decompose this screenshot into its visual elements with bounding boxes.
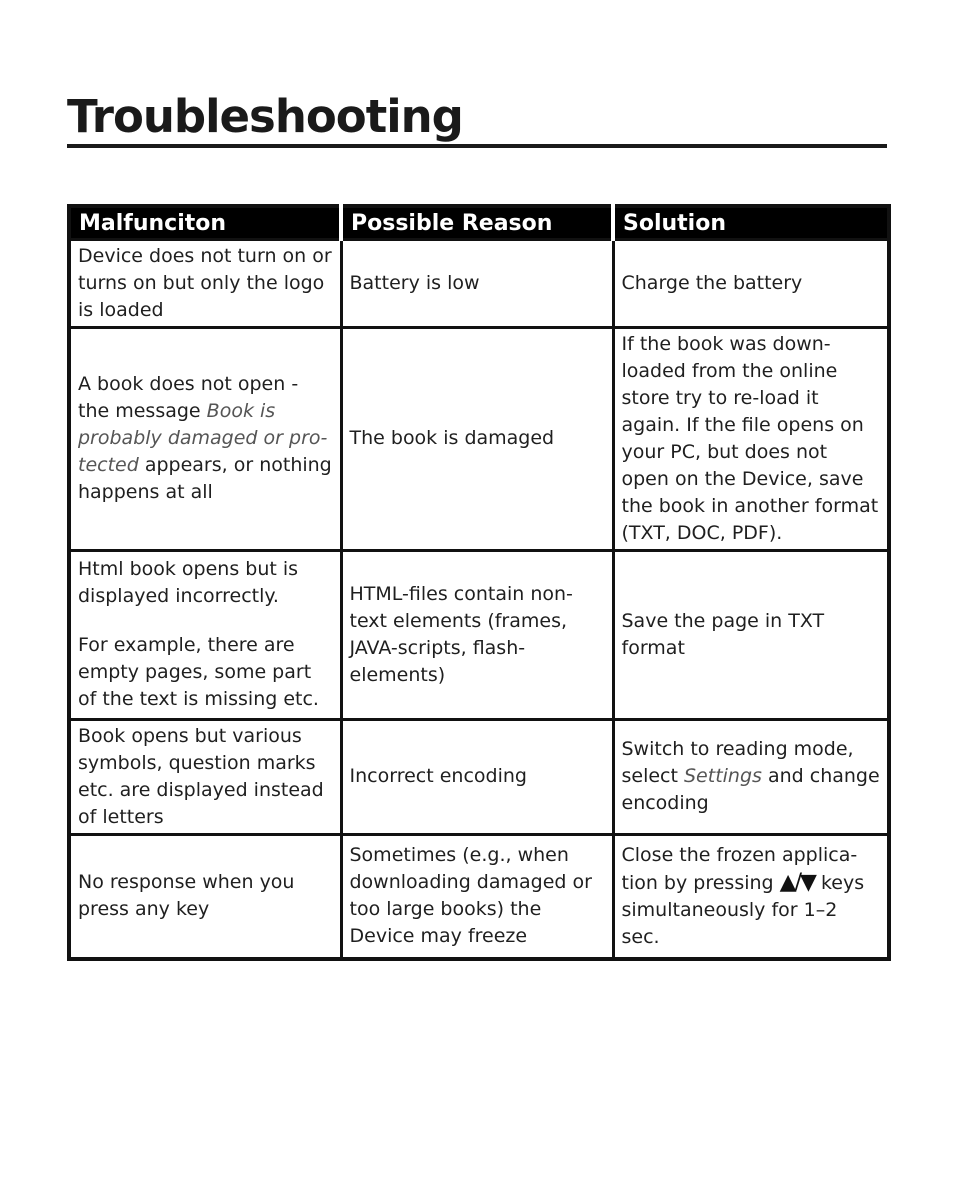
reason-cell: HTML-files contain non-text elements (frames, JAVA-scripts, flash-elements)	[341, 550, 613, 719]
table-row	[69, 239, 889, 327]
malfunction-cell: Device does not turn on or turns on but only the logo is loaded	[69, 239, 341, 327]
malfunction-example-text: For example, there are empty pages, some part of the text is missing etc.	[78, 634, 319, 710]
page-title: Troubleshooting	[67, 90, 463, 143]
malfunction-cell: Book opens but various symbols, question marks etc. are displayed instead of letters	[69, 719, 341, 834]
title-underline	[67, 144, 887, 148]
solution-cell: Charge the battery	[613, 239, 889, 327]
error-message-text: Book is probably damaged or pro-tected	[78, 400, 328, 476]
table-row	[69, 719, 889, 834]
solution-cell	[613, 834, 889, 959]
solution-cell: If the book was down-loaded from the online store try to re-load it again. If the file opens on your PC, but does not open on the Device, save the book in another format (TXT, DOC, PDF).	[613, 327, 889, 550]
malfunction-cell: No response when you press any key	[69, 834, 341, 959]
reason-cell: Battery is low	[341, 239, 613, 327]
header-possible-reason: Possible Reason	[341, 206, 613, 239]
troubleshooting-table	[67, 204, 891, 961]
malfunction-text: appears, or nothing happens at all	[78, 454, 332, 503]
malfunction-text: Html book opens but is displayed incorrectly.	[78, 558, 299, 607]
reason-cell: Incorrect encoding	[341, 719, 613, 834]
solution-text: and change encoding	[621, 765, 880, 814]
paragraph-gap	[78, 610, 333, 632]
settings-menu-text: Settings	[684, 765, 762, 787]
solution-text: Switch to reading mode, select	[621, 738, 854, 787]
malfunction-cell	[69, 550, 341, 719]
malfunction-text: A book does not open - the message	[78, 373, 299, 422]
table-row	[69, 327, 889, 550]
solution-text: keys simultaneously for 1–2 sec.	[621, 871, 865, 948]
table-header-row	[69, 206, 889, 239]
malfunction-cell	[69, 327, 341, 550]
solution-cell: Save the page in TXT format	[613, 550, 889, 719]
solution-text: Close the frozen applica-tion by pressing	[621, 843, 858, 894]
header-malfunction: Malfunciton	[69, 206, 341, 239]
table-row	[69, 834, 889, 959]
reason-cell: The book is damaged	[341, 327, 613, 550]
header-solution: Solution	[613, 206, 889, 239]
up-down-arrow-keys-icon: ▲/▼	[779, 869, 815, 895]
solution-cell	[613, 719, 889, 834]
reason-cell: Sometimes (e.g., when downloading damaged or too large books) the Device may freeze	[341, 834, 613, 959]
table-row	[69, 550, 889, 719]
